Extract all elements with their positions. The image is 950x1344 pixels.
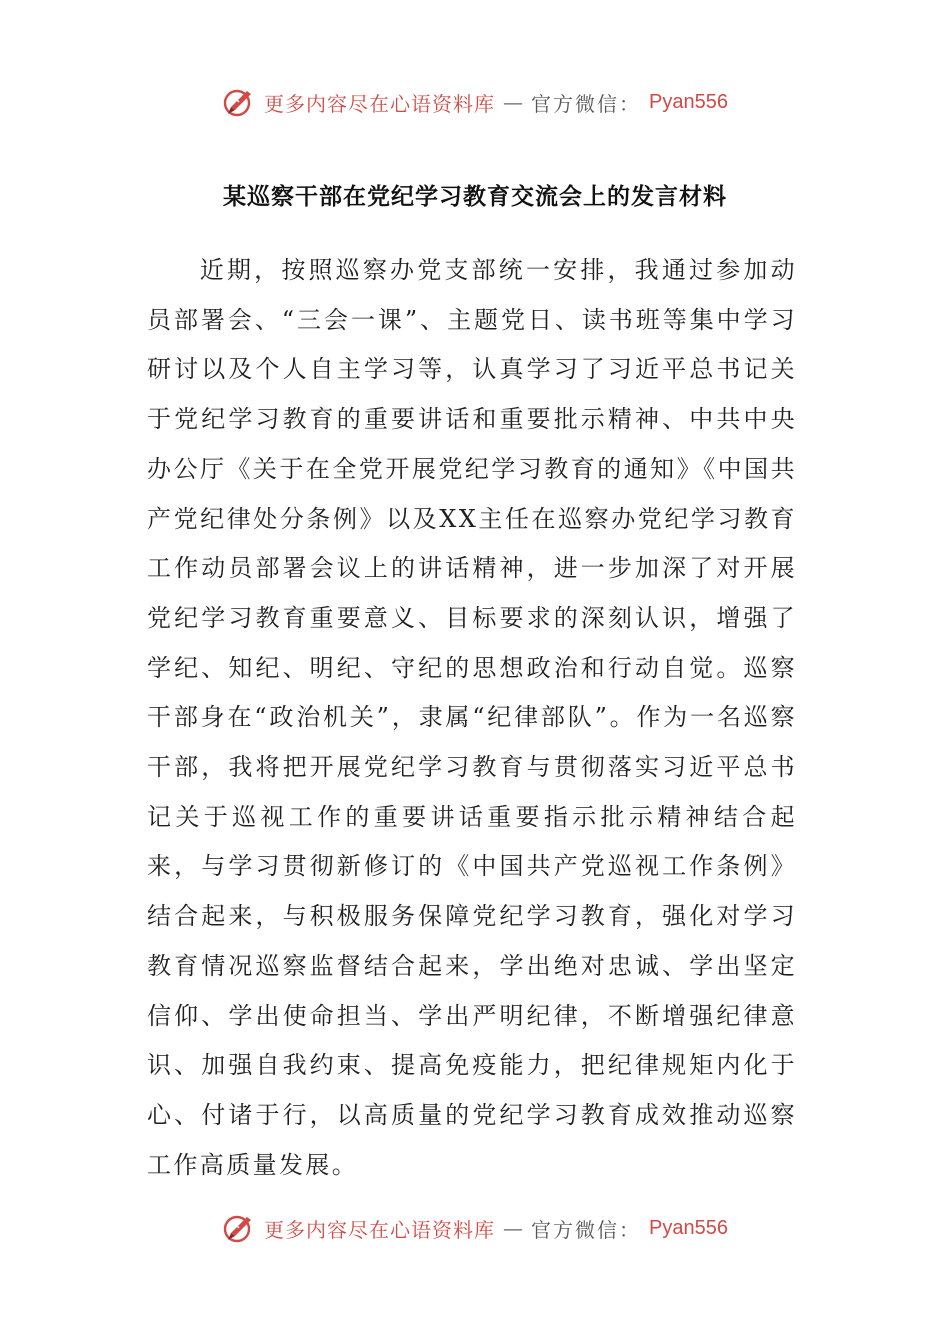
- header-banner: [0, 82, 950, 122]
- banner-site-text: 更多内容尽在心语资料库: [264, 1217, 496, 1242]
- banner-site-text: 更多内容尽在心语资料库: [264, 91, 496, 116]
- banner-wechat-id: Pyan556: [649, 90, 728, 113]
- pen-seal-icon: [222, 1211, 256, 1245]
- pen-seal-icon: [222, 85, 256, 119]
- banner-wechat-label: 官方微信：: [531, 1217, 642, 1242]
- banner-wechat-id: Pyan556: [649, 1216, 728, 1239]
- banner-wechat-label: 官方微信：: [531, 91, 642, 116]
- banner-separator: —: [503, 1216, 524, 1240]
- body-paragraph-text: 近期，按照巡察办党支部统一安排，我通过参加动员部署会、“三会一课”、主题党日、读书班等集中学习研讨以及个人自主学习等，认真学习了习近平总书记关于党纪学习教育的重要讲话和重要批示精神、中共中央办公厅《关于在全党开展党纪学习教育的通知》《中国共产党纪律处分条例》以及XX主任在巡察办党纪学习教育工作动员部署会议上的讲话精神，进一步加深了对开展党纪学习教育重要意义、目标要求的深刻认识，增强了学纪、知纪、明纪、守纪的思想政治和行动自觉。巡察干部身在“政治机关”，隶属“纪律部队”。作为一名巡察干部，我将把开展党纪学习教育与贯彻落实习近平总书记关于巡视工作的重要讲话重要指示批示精神结合起来，与学习贯彻新修订的《中国共产党巡视工作条例》结合起来，与积极服务保障党纪学习教育，强化对学习教育情况巡察监督结合起来，学出绝对忠诚、学出坚定信仰、学出使命担当、学出严明纪律，不断增强纪律意识、加强自我约束、提高免疫能力，把纪律规矩内化于心、付诸于行，以高质量的党纪学习教育成效推动巡察工作高质量发展。: [147, 256, 797, 1179]
- banner-separator: —: [503, 90, 524, 114]
- body-paragraph: [147, 246, 797, 1190]
- footer-banner: [0, 1208, 950, 1248]
- document-title: 某巡察干部在党纪学习教育交流会上的发言材料: [223, 184, 727, 210]
